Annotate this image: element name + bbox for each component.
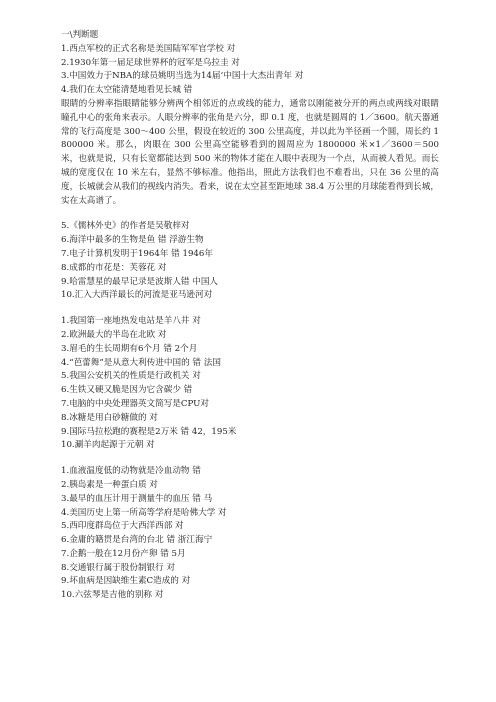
question-line: 2.欧洲最大的半岛在北欧 对 — [61, 329, 167, 340]
document-body — [61, 29, 439, 603]
question-line: 7.企鹅一般在12月份产卵 错 5月 — [61, 548, 186, 559]
question-line: 4.“芭蕾舞”是从意大利传进中国的 错 法国 — [61, 357, 221, 368]
question-line: 4.我们在太空能清楚地看见长城 错 — [61, 85, 193, 96]
question-line: 3.中国效力于NBA的球员姚明当选为14届‘中国十大杰出青年 对 — [61, 71, 304, 82]
question-line: 2.胰岛素是一种蛋白质 对 — [61, 479, 158, 490]
question-line: 5.我国公安机关的性质是行政机关 对 — [61, 371, 201, 382]
question-line: 10.六弦琴是吉他的别称 对 — [61, 590, 164, 601]
question-line: 4.美国历史上第一所高等学府是哈佛大学 对 — [61, 507, 227, 518]
question-line: 7.电子计算机发明于1964年 错 1946年 — [61, 248, 213, 259]
explanation-paragraph: 眼睛的分辨率指眼睛能够分辨两个相邻近的点或线的能力，通常以刚能被分开的两点或两线对眼睛瞳孔中心的张角来表示。人眼分辨率的张角是六分，即 0.1 度，也就是圆周的 1／3600。航天器通常的飞行高度是 300～400 公里，假设在较近的 300 公里高度，并以此为半径画一个圆，周长约 1800000 米。那么，肉眼在 300 公里高空能够看到的圆周应为 1800000 米×1／3600＝500 米，也就是说，只有长宽都能达到 500 米的物体才能在人眼中表现为一个点，从而被人看见。而长城的宽度仅在 10 米左右，显然不够标准。他指出，照此方法我们也不难看出，只在 36 公里的高度，长城就会从我们的视线内消失。看来，说在太空甚至距地球 38.4 万公里的月球能看得到长城，实在太高谱了。 — [61, 98, 439, 206]
question-line: 3.最早的血压计用于测量牛的血压 错 马 — [61, 493, 213, 504]
question-line: 10.汇入大西洋最长的河流是亚马逊河对 — [61, 290, 213, 301]
question-line: 1.血液温度低的动物就是冷血动物 错 — [61, 466, 201, 477]
question-line: 8.冰糖是用白砂糖做的 对 — [61, 412, 158, 423]
question-line: 6.海洋中最多的生物是鱼 错 浮游生物 — [61, 235, 204, 246]
question-line: 1.我国第一座地热发电站是羊八井 对 — [61, 316, 201, 327]
section-title: 一\判断题 — [61, 30, 99, 40]
question-line: 9.国际马拉松跑的赛程是2万米 错 42，195米 — [61, 426, 237, 437]
question-line: 5.《儒林外史》的作者是吴敬梓对 — [61, 221, 190, 232]
question-line: 6.生铁又硬又脆是因为它含碳少 错 — [61, 385, 193, 396]
question-line: 8.交通银行属于股份制银行 对 — [61, 562, 176, 573]
question-group-3 — [61, 315, 439, 453]
question-line: 9.哈雷慧星的最早记录是波斯人错 中国人 — [61, 276, 219, 287]
question-line: 5.西印度群岛位于大西洋西部 对 — [61, 521, 184, 532]
question-line: 8.成都的市花是：芙蓉花 对 — [61, 262, 167, 273]
spacer — [61, 453, 439, 465]
question-group-1 — [61, 43, 439, 98]
question-line: 1.西点军校的正式名称是美国陆军军官学校 对 — [61, 43, 236, 54]
question-group-2 — [61, 220, 439, 303]
question-line: 7.电脑的中央处理器英文简写是CPU对 — [61, 398, 209, 409]
question-line: 2.1930年第一届足球世界杯的冠军是乌拉圭 对 — [61, 57, 240, 68]
question-line: 6.金庸的籍贯是台湾的台北 错 浙江海宁 — [61, 535, 213, 546]
question-line: 3.眉毛的生长周期有6个月 错 2个月 — [61, 343, 198, 354]
spacer — [61, 208, 439, 220]
spacer — [61, 303, 439, 315]
question-line: 10.涮羊肉起源于元朝 对 — [61, 440, 155, 451]
question-group-4 — [61, 465, 439, 603]
question-line: 9.坏血病是因缺维生素C造成的 对 — [61, 576, 191, 587]
